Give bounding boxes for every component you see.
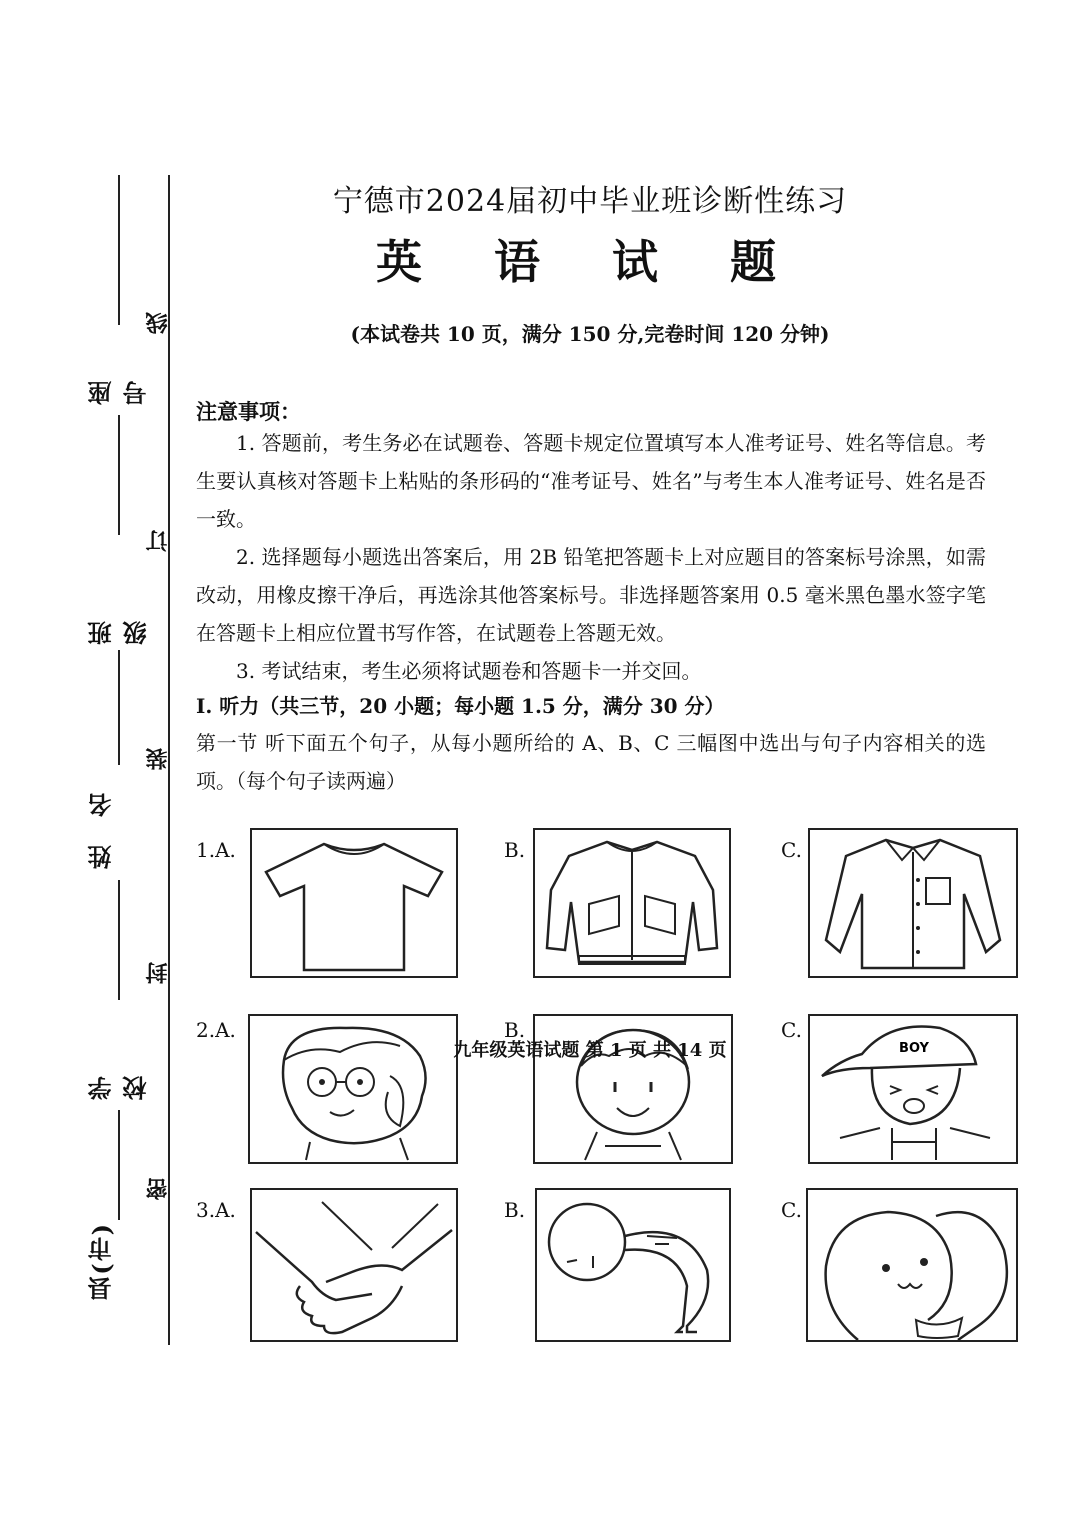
class-label: 班级: [87, 589, 151, 645]
q1-label-b: B.: [504, 838, 526, 862]
page-footer: 九年级英语试题 第 1 页 共 14 页: [453, 1040, 727, 1061]
section-heading: Ⅰ. 听力（共三节，20 小题；每小题 1.5 分，满分 30 分）: [196, 694, 725, 718]
q3-label-a: 3.A.: [196, 1198, 236, 1222]
subject-title: 英 语 试 题: [375, 235, 805, 289]
school-field: [80, 880, 151, 1100]
hug-icon: [808, 1190, 1016, 1340]
q3-option-b-image: [535, 1188, 731, 1342]
q1-option-b-image: [533, 828, 731, 978]
school-label: 学校: [87, 1046, 151, 1100]
county-field: [80, 1110, 120, 1350]
q1-option-a-image: [250, 828, 458, 978]
q3-option-a-image: [250, 1188, 458, 1342]
q2-label-c: C.: [781, 1018, 802, 1042]
name-label: 姓名: [87, 765, 116, 869]
name-field: [80, 650, 120, 870]
seal-mark-xian: 线: [145, 312, 171, 334]
q2-label-b: B.: [504, 1018, 526, 1042]
part1-instruction: 第一节 听下面五个句子，从每小题所给的 A、B、C 三幅图中选出与句子内容相关的选项。（每个句子读两遍）: [196, 731, 986, 793]
seal-mark-zhuang: 装: [145, 748, 171, 770]
seal-mark-feng: 封: [145, 962, 171, 984]
handshake-icon: [252, 1190, 456, 1340]
notice-item-1: 1. 答题前，考生务必在试题卷、答题卡规定位置填写本人准考证号、姓名等信息。考生要认真核对答题卡上粘贴的条形码的“准考证号、姓名”与考生本人准考证号、姓名是否一致。: [196, 431, 986, 531]
bow-icon: [537, 1190, 729, 1340]
seat-label: 座号: [87, 363, 151, 405]
name-underline: [118, 650, 120, 765]
notice-item-3: 3. 考试结束，考生必须将试题卷和答题卡一并交回。: [236, 659, 702, 683]
class-underline: [118, 415, 120, 535]
notice-item-2: 2. 选择题每小题选出答案后，用 2B 铅笔把答题卡上对应题目的答案标号涂黑，如需改动，用橡皮擦干净后，再选涂其他答案标号。非选择题答案用 0.5 毫米黑色墨水签字笔在答题卡上相应位置书写作答，在试题卷上答题无效。: [196, 545, 986, 645]
q3-option-c-image: [806, 1188, 1018, 1342]
q1-label-c: C.: [781, 838, 802, 862]
q1-option-c-image: [808, 828, 1018, 978]
t-shirt-icon: [252, 830, 456, 976]
q3-label-b: B.: [504, 1198, 526, 1222]
q2-label-a: 2.A.: [196, 1018, 236, 1042]
shirt-icon: [810, 830, 1016, 976]
county-underline: [118, 1110, 120, 1220]
cap-text: BOY: [899, 1041, 929, 1056]
school-underline: [118, 880, 120, 1000]
notice-heading: 注意事项：: [196, 399, 301, 424]
jacket-icon: [535, 830, 729, 976]
county-label: 县(市): [87, 1222, 116, 1301]
q1-label-a: 1.A.: [196, 838, 236, 862]
class-field: [80, 415, 151, 645]
seal-mark-mi: 密: [145, 1178, 171, 1200]
exam-info: (本试卷共 10 页，满分 150 分,完卷时间 120 分钟): [350, 322, 830, 346]
seal-mark-ding: 订: [145, 530, 171, 552]
exam-title: 宁德市2024届初中毕业班诊断性练习: [332, 184, 848, 219]
q3-label-c: C.: [781, 1198, 802, 1222]
